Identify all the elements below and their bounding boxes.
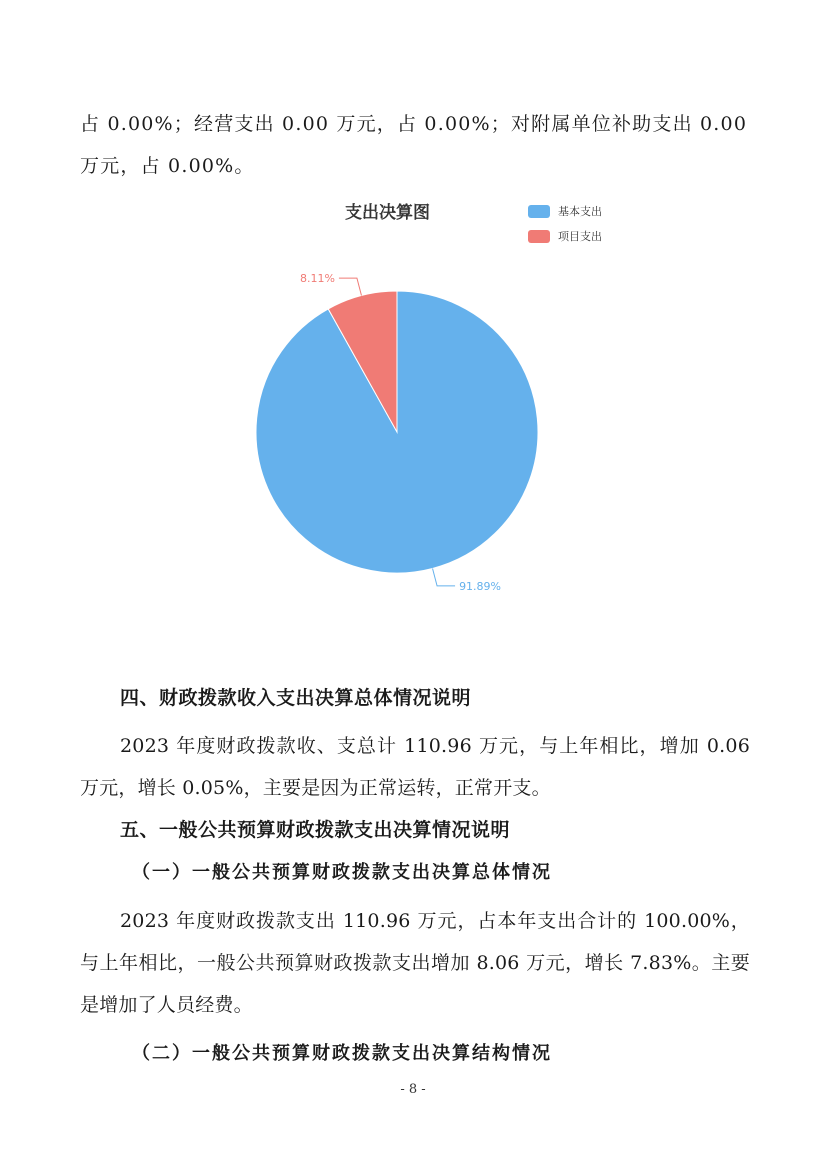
legend-label-project: 项目支出 [558,230,602,243]
paragraph-fiscal-total: 2023 年度财政拨款收、支总计 110.96 万元，与上年相比，增加 0.06 万元，增长 0.05%，主要是因为正常运转，正常开支。 [80,735,750,799]
data-label-basic: 91.89% [459,579,502,593]
chart-title: 支出决算图 [345,203,430,223]
leader-line-basic [433,568,456,585]
section-heading-5: 五、一般公共预算财政拨款支出决算情况说明 [120,819,511,841]
page-number: - 8 - [400,1082,426,1097]
paragraph-continuation-line1: 占 0.00%；经营支出 0.00 万元，占 0.00%；对附属单位补助支出 0.00 [80,113,748,135]
data-label-project: 8.11% [299,272,335,286]
section-heading-4: 四、财政拨款收入支出决算总体情况说明 [120,687,472,709]
paragraph-general-budget: 2023 年度财政拨款支出 110.96 万元，占本年支出合计的 100.00%，与上年相比，一般公共预算财政拨款支出增加 8.06 万元，增长 7.83%。主要是增加了人员经费。 [80,910,750,1016]
paragraph-continuation-line2: 万元，占 0.00%。 [80,155,255,177]
sub-heading-5-2: （二）一般公共预算财政拨款支出决算结构情况 [132,1043,552,1064]
sub-heading-5-1: （一）一般公共预算财政拨款支出决算总体情况 [132,862,552,883]
legend-label-basic: 基本支出 [558,205,602,218]
leader-line-project [339,278,362,295]
